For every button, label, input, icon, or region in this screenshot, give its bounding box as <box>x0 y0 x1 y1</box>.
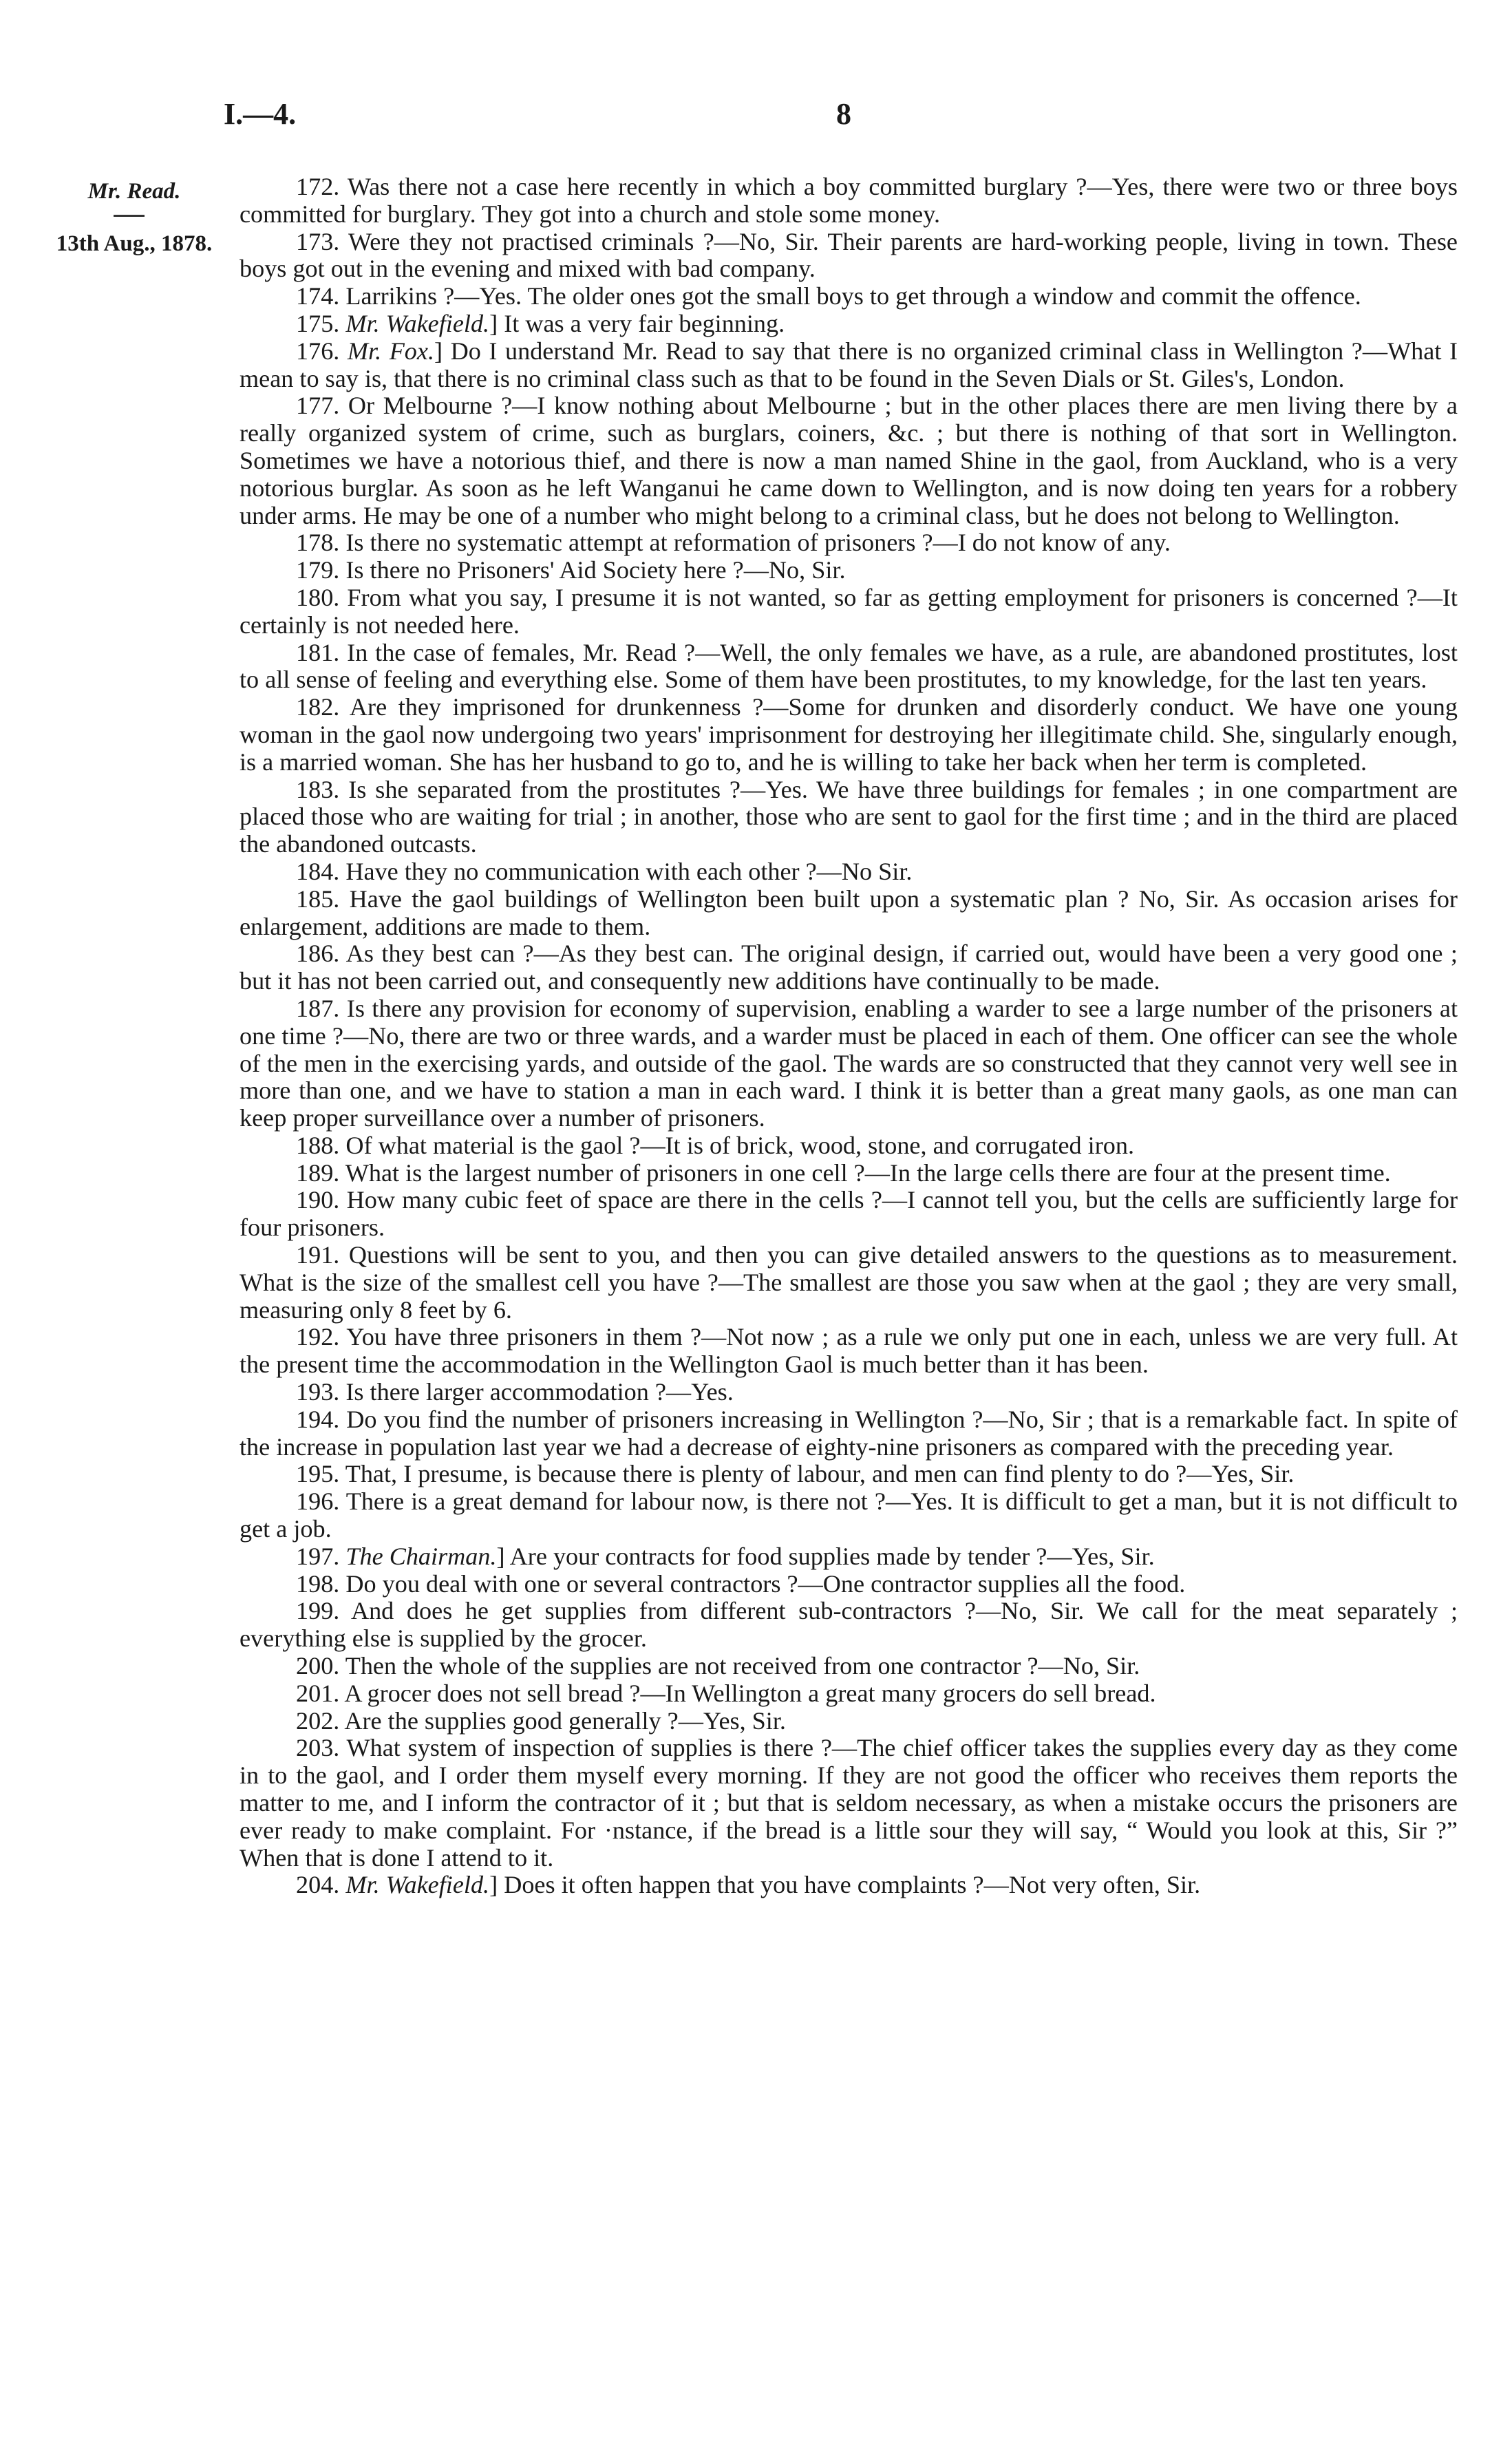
paragraph-text: 193. Is there larger accommodation ?—Yes. <box>296 1378 734 1406</box>
speaker-name: The Chairman. <box>345 1542 497 1570</box>
question-paragraph <box>239 1406 1458 1461</box>
paragraph-text: 196. There is a great demand for labour now, is there not ?—Yes. It is difficult to get a man, but it is not difficult to get a job. <box>239 1487 1458 1543</box>
question-paragraph <box>239 1187 1458 1242</box>
question-paragraph <box>239 995 1458 1132</box>
margin-rule <box>114 215 145 217</box>
question-paragraph <box>239 1735 1458 1872</box>
paragraph-text: ] Do I understand Mr. Read to say that there is no organized criminal class in Wellington ?—What I mean to say is, that there is no criminal class such as that to be found in the Seven Dials or St. Giles's, London. <box>239 337 1458 392</box>
question-paragraph <box>239 1324 1458 1379</box>
paragraph-text: 179. Is there no Prisoners' Aid Society here ?—No, Sir. <box>296 556 846 584</box>
question-paragraph <box>239 173 1458 229</box>
paragraph-text: 204. <box>296 1871 346 1899</box>
paragraph-text: 199. And does he get supplies from different sub-contractors ?—No, Sir. We call for the meat separately ; everything else is supplied by the grocer. <box>239 1597 1458 1653</box>
paragraph-text: 192. You have three prisoners in them ?—Not now ; as a rule we only put one in each, unless we are very full. At the present time the accommodation in the Wellington Gaol is much better than it has been. <box>239 1323 1458 1379</box>
paragraph-text: 180. From what you say, I presume it is not wanted, so far as getting employment for prisoners is concerned ?—It certainly is not needed here. <box>239 583 1458 639</box>
paragraph-text: 194. Do you find the number of prisoners increasing in Wellington ?—No, Sir ; that is a remarkable fact. In spite of the increase in population last year we had a decrease of eighty-nine prisoners as compared with the preceding year. <box>239 1405 1458 1461</box>
question-paragraph <box>239 1379 1458 1406</box>
question-paragraph <box>239 1461 1458 1488</box>
paragraph-text: 174. Larrikins ?—Yes. The older ones got the small boys to get through a window and commit the offence. <box>296 282 1361 310</box>
paragraph-text: 172. Was there not a case here recently in which a boy committed burglary ?—Yes, there were two or three boys committed for burglary. They got into a church and stole some money. <box>239 173 1458 228</box>
evidence-text <box>239 173 1458 1899</box>
question-paragraph <box>239 1680 1458 1708</box>
paragraph-text: 203. What system of inspection of supplies is there ?—The chief officer takes the supplies every day as they come in to the gaol, and I order them myself every morning. If they are not good the officer who receives them reports the matter to me, and I inform the contractor of it ; but that is seldom necessary, as when a mistake occurs the prisoners are ever ready to make complaint. For ·nstance, if the bread is a little sour they will say, “ Would you look at this, Sir ?” When that is done I attend to it. <box>239 1734 1458 1872</box>
paragraph-text: 201. A grocer does not sell bread ?—In Wellington a great many grocers do sell bread. <box>296 1679 1156 1707</box>
paragraph-text: 184. Have they no communication with each other ?—No Sir. <box>296 857 913 885</box>
question-paragraph <box>239 1543 1458 1571</box>
question-paragraph <box>239 1132 1458 1160</box>
paragraph-text: 177. Or Melbourne ?—I know nothing about Melbourne ; but in the other places there are men living there by a really organized system of crime, such as burglars, coiners, &c. ; but there is nothing of that sort in Wellington. Sometimes we have a notorious thief, and there is now a man named Shine in the gaol, from Auckland, who is a very notorious burglar. As soon as he left Wanganui he came down to Wellington, and is now doing ten years for a robbery under arms. He may be one of a number who might belong to a criminal class, but he does not belong to Wellington. <box>239 392 1458 529</box>
question-paragraph <box>239 1160 1458 1187</box>
question-paragraph <box>239 776 1458 858</box>
speaker-name: Mr. Fox. <box>347 337 435 365</box>
paragraph-text: 198. Do you deal with one or several contractors ?—One contractor supplies all the food. <box>296 1569 1186 1598</box>
question-paragraph <box>239 940 1458 995</box>
paragraph-text: 191. Questions will be sent to you, and then you can give detailed answers to the questions as to measurement. What is the size of the smallest cell you have ?—The smallest are those you saw when at the gaol ; they are very small, measuring only 8 feet by 6. <box>239 1241 1458 1324</box>
question-paragraph <box>239 1653 1458 1680</box>
question-paragraph <box>239 584 1458 639</box>
paragraph-text: 197. <box>296 1542 346 1570</box>
paragraph-text: 173. Were they not practised criminals ?—No, Sir. Their parents are hard-working people, living in town. These boys got out in the evening and mixed with bad company. <box>239 227 1458 283</box>
section-reference: I.—4. <box>224 97 297 131</box>
paragraph-text: 182. Are they imprisoned for drunkenness ?—Some for drunken and disorderly conduct. We have one young woman in the gaol now undergoing two years' imprisonment for destroying her illegitimate child. She, singularly enough, is a married woman. She has her husband to go to, and he is willing to take her back when her term is completed. <box>239 693 1458 776</box>
question-paragraph <box>239 1872 1458 1899</box>
page-number: 8 <box>836 97 851 131</box>
question-paragraph <box>239 229 1458 284</box>
margin-witness-name: Mr. Read. <box>87 179 181 204</box>
paragraph-text: 188. Of what material is the gaol ?—It is of brick, wood, stone, and corrugated iron. <box>296 1131 1134 1159</box>
question-paragraph <box>239 639 1458 695</box>
paragraph-text: 181. In the case of females, Mr. Read ?—Well, the only females we have, as a rule, are abandoned prostitutes, lost to all sense of feeling and everything else. Some of them have been prostitutes, to my knowledge, for the last ten years. <box>239 638 1458 694</box>
question-paragraph <box>239 1488 1458 1543</box>
question-paragraph <box>239 694 1458 776</box>
question-paragraph <box>239 1598 1458 1653</box>
paragraph-text: 195. That, I presume, is because there is plenty of labour, and men can find plenty to do ?—Yes, Sir. <box>296 1460 1295 1488</box>
paragraph-text: 176. <box>296 337 348 365</box>
paragraph-text: 187. Is there any provision for economy of supervision, enabling a warder to see a large number of the prisoners at one time ?—No, there are two or three wards, and a warder must be placed in each of them. One officer can see the whole of the men in the exercising yards, and outside of the gaol. The wards are so constructed that they cannot very well see in more than one, and we have to station a man in each ward. I think it is better than a great many gaols, as one man can keep proper surveillance over a number of prisoners. <box>239 994 1458 1132</box>
paragraph-text: 175. <box>296 309 346 337</box>
paragraph-text: ] It was a very fair beginning. <box>489 309 785 337</box>
paragraph-text: 202. Are the supplies good generally ?—Yes, Sir. <box>296 1706 786 1735</box>
question-paragraph <box>239 1571 1458 1598</box>
question-paragraph <box>239 392 1458 529</box>
paragraph-text: 185. Have the gaol buildings of Wellington been built upon a systematic plan ? No, Sir. As occasion arises for enlargement, additions are made to them. <box>239 884 1458 940</box>
paragraph-text: 178. Is there no systematic attempt at reformation of prisoners ?—I do not know of any. <box>296 529 1171 557</box>
question-paragraph <box>239 338 1458 393</box>
question-paragraph <box>239 858 1458 886</box>
paragraph-text: 200. Then the whole of the supplies are not received from one contractor ?—No, Sir. <box>296 1652 1140 1680</box>
question-paragraph <box>239 886 1458 941</box>
paragraph-text: ] Are your contracts for food supplies made by tender ?—Yes, Sir. <box>496 1542 1155 1570</box>
paragraph-text: 190. How many cubic feet of space are there in the cells ?—I cannot tell you, but the cells are sufficiently large for four prisoners. <box>239 1186 1458 1242</box>
paragraph-text: 183. Is she separated from the prostitutes ?—Yes. We have three buildings for females ; in one compartment are placed those who are waiting for trial ; in another, those who are sent to gaol for the first time ; and in the third are placed the abandoned outcasts. <box>239 775 1458 858</box>
paragraph-text: ] Does it often happen that you have complaints ?—Not very often, Sir. <box>489 1871 1201 1899</box>
question-paragraph <box>239 283 1458 310</box>
paragraph-text: 186. As they best can ?—As they best can. The original design, if carried out, would have been a very good one ; but it has not been carried out, and consequently new additions have continually to be made. <box>239 940 1458 995</box>
speaker-name: Mr. Wakefield. <box>345 1871 490 1899</box>
speaker-name: Mr. Wakefield. <box>345 309 490 337</box>
question-paragraph <box>239 1708 1458 1735</box>
margin-date: 13th Aug., 1878. <box>56 231 213 256</box>
paragraph-text: 189. What is the largest number of prisoners in one cell ?—In the large cells there are four at the present time. <box>296 1158 1391 1187</box>
question-paragraph <box>239 1242 1458 1324</box>
question-paragraph <box>239 310 1458 338</box>
question-paragraph <box>239 529 1458 557</box>
question-paragraph <box>239 557 1458 584</box>
